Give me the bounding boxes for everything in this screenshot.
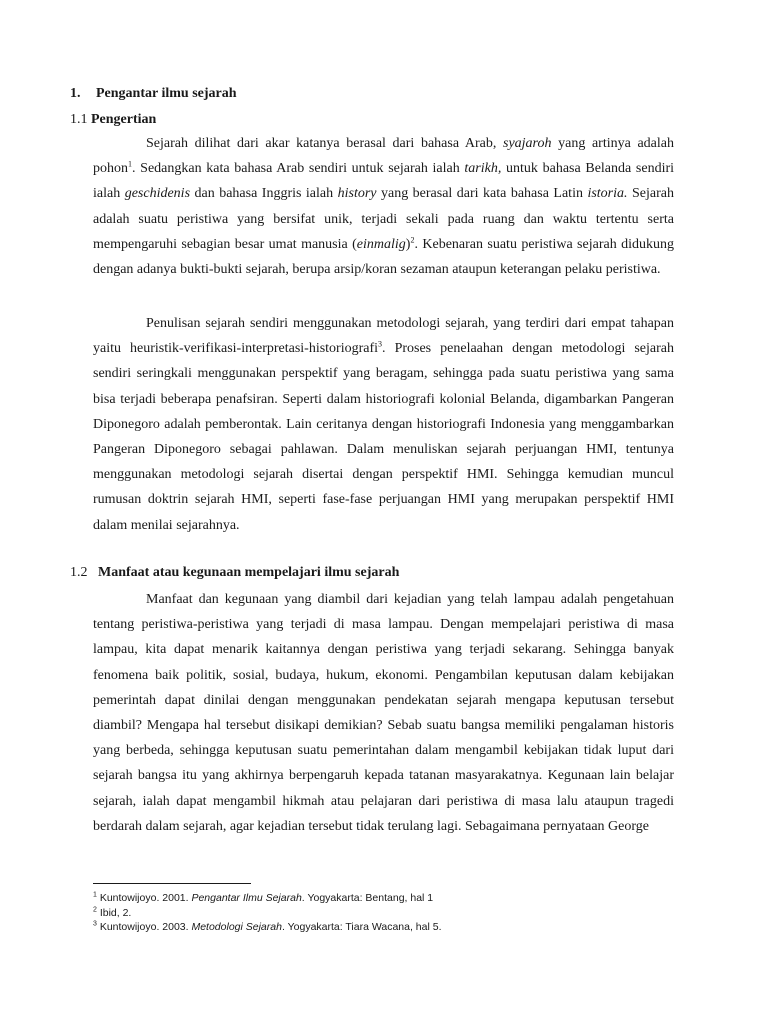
- section-heading-1: [70, 86, 237, 102]
- footnote-2: [93, 906, 131, 920]
- text-run: . Proses penelaahan dengan metodologi sejarah sendiri seringkali menggunakan perspektif yang beragam, sehingga pada suatu peristiwa yang sama bisa terjadi beberapa penafsiran. Seperti dalam historiografi kolonial Belanda, digambarkan Pangeran Diponegoro adalah pemberontak. Lain ceritanya dengan historiografi Indonesia yang menggambarkan Pangeran Diponegoro sebagai pahlawan. Dalam menuliskan sejarah perjuangan HMI, tentunya menggunakan metodologi sejarah disertai dengan perspektif HMI. Sehingga kemudian muncul rumusan doktrin sejarah HMI, seperti fase-fase perjuangan HMI yang merupakan perspektif HMI dalam menilai sejarahnya.: [93, 341, 674, 533]
- footnote-text: . Yogyakarta: Tiara Wacana, hal 5.: [281, 921, 442, 933]
- footnote-separator: [93, 883, 251, 884]
- footnote-text: Kuntowijoyo. 2003.: [96, 921, 192, 933]
- italic-term: tarikh,: [464, 161, 502, 177]
- paragraph-pengertian-1: [93, 131, 674, 282]
- subsection-heading-1-1: [70, 112, 156, 128]
- footnote-mark: 3: [93, 920, 97, 928]
- italic-term: geschidenis: [124, 186, 191, 202]
- italic-term: istoria.: [587, 186, 628, 202]
- text-run: Penulisan sejarah sendiri menggunakan metodologi sejarah, yang terdiri dari empat tahapan yaitu heuristik-verifikasi-interpretasi-historiografi: [93, 316, 674, 357]
- subsection-title: Manfaat atau kegunaan mempelajari ilmu sejarah: [98, 565, 400, 580]
- text-run: yang berasal dari kata bahasa Latin: [376, 186, 588, 202]
- section-number: 1.: [70, 86, 81, 101]
- subsection-number: 1.2: [70, 565, 88, 580]
- footnote-text: . Yogyakarta: Bentang, hal 1: [301, 892, 434, 904]
- footnote-ref-3[interactable]: 3: [378, 339, 383, 349]
- italic-term: syajaroh: [503, 136, 552, 151]
- text-run: Sejarah dilihat dari akar katanya berasal dari bahasa Arab,: [146, 136, 503, 151]
- paragraph-manfaat: [93, 587, 674, 839]
- italic-term: einmalig: [356, 236, 406, 252]
- section-title: Pengantar ilmu sejarah: [96, 86, 237, 101]
- text-run: ): [405, 236, 411, 252]
- italic-term: history: [337, 186, 377, 202]
- text-run: Sejarah adalah suatu peristiwa yang bersifat unik, terjadi sekali pada ruang dan waktu tertentu serta mempengaruhi sebagian besar umat manusia (: [93, 186, 674, 252]
- footnote-ref-2[interactable]: 2: [410, 235, 415, 245]
- subsection-number: 1.1: [70, 112, 88, 127]
- subsection-heading-1-2: [70, 565, 399, 581]
- footnote-title: Metodologi Sejarah: [191, 921, 282, 933]
- footnote-1: [93, 891, 433, 905]
- footnote-text: Ibid, 2.: [96, 907, 132, 919]
- text-run: . Sedangkan kata bahasa Arab sendiri untuk sejarah ialah: [132, 161, 465, 177]
- footnote-3: [93, 920, 442, 934]
- footnote-ref-1[interactable]: 1: [128, 159, 132, 169]
- paragraph-pengertian-2: [93, 311, 674, 538]
- subsection-title: Pengertian: [91, 112, 157, 127]
- footnote-text: Kuntowijoyo. 2001.: [96, 892, 192, 904]
- text-run: untuk bahasa Belanda sendiri ialah: [93, 161, 675, 202]
- text-run: dan bahasa Inggris ialah: [190, 186, 338, 202]
- footnote-mark: 2: [93, 906, 97, 914]
- text-run: yang artinya adalah pohon: [93, 136, 674, 177]
- text-run: . Kebenaran suatu peristiwa sejarah didukung dengan adanya bukti-bukti sejarah, berupa arsip/koran sezaman ataupun keterangan pelaku peristiwa.: [93, 236, 674, 278]
- footnote-mark: 1: [93, 891, 97, 899]
- text-run: Manfaat dan kegunaan yang diambil dari kejadian yang telah lampau adalah pengetahuan tentang peristiwa-peristiwa yang terjadi di masa lampau. Dengan mempelajari peristiwa di masa lampau, kita dapat menarik kaitannya dengan peristiwa yang terjadi sekarang. Sehingga banyak fenomena baik politik, sosial, budaya, hukum, ekonomi. Pengambilan keputusan dalam kebijakan pemerintah dapat dinilai dengan menggunakan pendekatan sejarah mengapa keputusan tersebut diambil? Mengapa hal tersebut disikapi demikian? Sebab suatu bangsa memiliki pengalaman historis yang berbeda, sehingga keputusan suatu pemerintahan dalam mengambil kebijakan tidak luput dari sejarah bangsa itu yang akhirnya berpengaruh kepada tatanan masyarakatnya. Kegunaan lain belajar sejarah, ialah dapat mengambil hikmah atau pelajaran dari peristiwa di masa lalu ataupun tragedi berdarah dalam sejarah, agar kejadian tersebut tidak terulang lagi. Sebagaimana pernyataan George: [93, 592, 674, 834]
- footnote-title: Pengantar Ilmu Sejarah: [191, 892, 302, 904]
